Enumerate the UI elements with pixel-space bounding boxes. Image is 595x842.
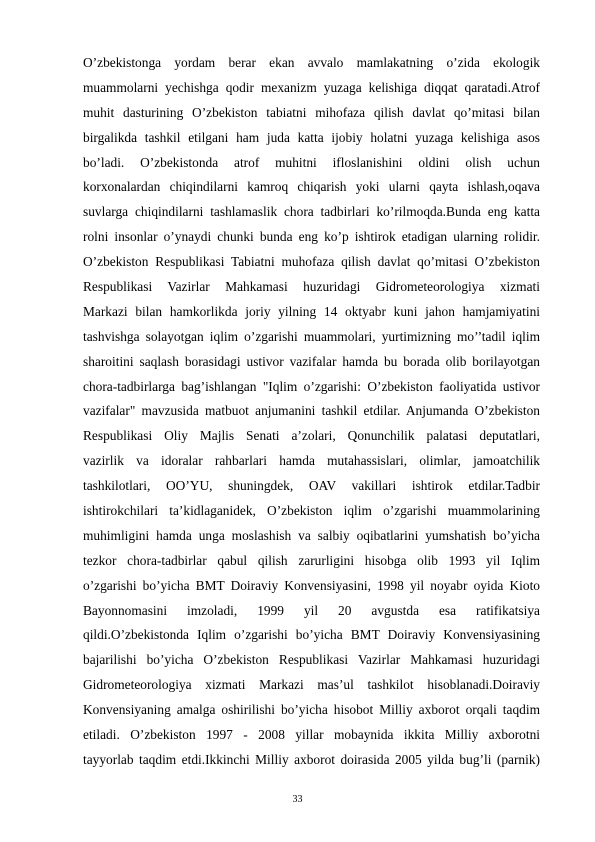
text-line: o’zgarishi bo’yicha BMT Doiraviy Konvensiyasini, 1998 yil noyabr oyida Kioto	[83, 577, 540, 593]
text-line: korxonalardan chiqindilarni kamroq chiqarish yoki ularni qayta ishlash,oqava	[83, 179, 540, 195]
text-line: Gidrometeorologiya xizmati Markazi mas’ul tashkilot hisoblanadi.Doiraviy	[83, 677, 540, 693]
text-line: qildi.O’zbekistonda Iqlim o’zgarishi bo’yicha BMT Doiraviy Konvensiyasining	[83, 627, 540, 643]
text-line: O’zbekiston Respublikasi Tabiatni muhofaza qilish davlat qo’mitasi O’zbekiston	[83, 254, 540, 270]
text-line: O’zbekistonga yordam berar ekan avvalo mamlakatning o’zida ekologik	[83, 55, 540, 70]
text-line: bajarilishi bo’yicha O’zbekiston Respublikasi Vazirlar Mahkamasi huzuridagi	[83, 652, 540, 668]
text-line: rolni insonlar o’ynaydi chunki bunda eng ko’p ishtirok etadigan ularning rolidir.	[83, 229, 540, 245]
text-line: vazifalar" mavzusida matbuot anjumanini tashkil etdilar. Anjumanda O’zbekiston	[83, 403, 540, 419]
text-line: chora-tadbirlarga bag’ishlangan "Iqlim o’zgarishi: O’zbekiston faoliyatida ustivor	[83, 378, 540, 394]
text-line: tayyorlab taqdim etdi.Ikkinchi Milliy axborot doirasida 2005 yilda bug’li (parnik)	[83, 751, 540, 767]
text-line: Bayonnomasini imzoladi, 1999 yil 20 avgustda esa ratifikatsiya	[83, 602, 540, 618]
page-number: 33	[292, 794, 303, 805]
text-line: Markazi bilan hamkorlikda joriy yilning 14 oktyabr kuni jahon hamjamiyatini	[83, 303, 540, 319]
text-line: birgalikda tashkil etilgani ham juda katta ijobiy holatni yuzaga kelishiga asos	[83, 129, 540, 145]
text-line: tashkilotlari, OO’YU, shuningdek, OAV vakillari ishtirok etdilar.Tadbir	[83, 478, 540, 494]
text-line: ishtirokchilari ta’kidlaganidek, O’zbekiston iqlim o’zgarishi muammolarining	[83, 503, 540, 519]
text-line: muammolarni yechishga qodir mexanizm yuzaga kelishiga diqqat qaratadi.Atrof	[83, 79, 540, 95]
text-line: tezkor chora-tadbirlar qabul qilish zarurligini hisobga olib 1993 yil Iqlim	[83, 552, 540, 568]
text-line: Respublikasi Vazirlar Mahkamasi huzuridagi Gidrometeorologiya xizmati	[83, 279, 540, 295]
text-line: vazirlik va idoralar rahbarlari hamda mutahassislari, olimlar, jamoatchilik	[83, 453, 540, 469]
document-body	[83, 51, 540, 773]
text-line: bo’ladi. O’zbekistonda atrof muhitni ifloslanishini oldini olish uchun	[83, 154, 540, 170]
text-line: tashvishga solayotgan iqlim o’zgarishi muammolari, yurtimizning mo’’tadil iqlim	[83, 328, 540, 344]
text-line: muhimligini hamda unga moslashish va salbiy oqibatlarini yumshatish bo’yicha	[83, 527, 540, 543]
text-line: Respublikasi Oliy Majlis Senati a’zolari, Qonunchilik palatasi deputatlari,	[83, 428, 540, 444]
text-line: suvlarga chiqindilarni tashlamaslik chora tadbirlari ko’rilmoqda.Bunda eng katta	[83, 204, 540, 220]
text-line: etiladi. O’zbekiston 1997 - 2008 yillar mobaynida ikkita Milliy axborotni	[83, 727, 540, 743]
text-line: Konvensiyaning amalga oshirilishi bo’yicha hisobot Milliy axborot orqali taqdim	[83, 702, 540, 718]
text-line: muhit dasturining O’zbekiston tabiatni mihofaza qilish davlat qo’mitasi bilan	[83, 104, 540, 120]
text-line: sharoitini saqlash borasidagi ustivor vazifalar hamda bu borada olib borilayotgan	[83, 353, 540, 369]
